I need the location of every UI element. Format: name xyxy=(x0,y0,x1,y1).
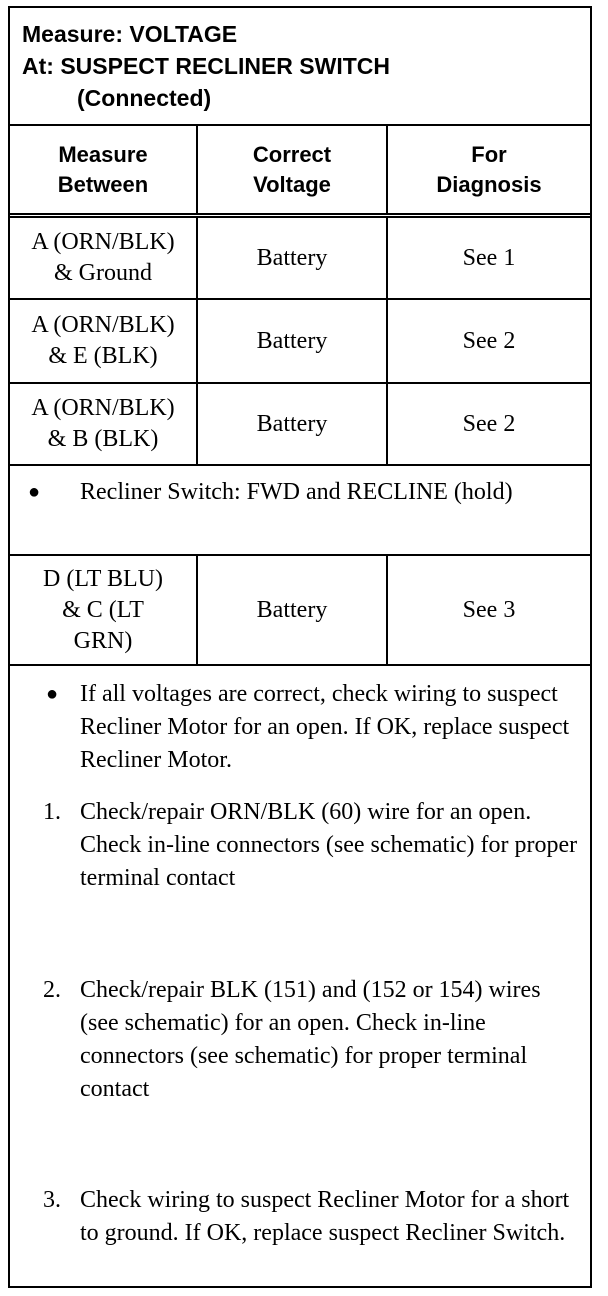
column-header-correct-voltage: Correct Voltage xyxy=(198,126,388,213)
table-row xyxy=(10,384,590,466)
diagnosis-cell: See 2 xyxy=(462,410,516,437)
diagnosis-cell: See 1 xyxy=(462,244,516,271)
correct-voltage-cell: Battery xyxy=(198,384,388,464)
switch-condition-text: Recliner Switch: FWD and RECLINE (hold) xyxy=(80,479,513,505)
measure-between-cell: A (ORN/BLK) & Ground xyxy=(10,218,198,298)
correct-voltage-cell: Battery xyxy=(198,300,388,382)
correct-voltage-cell: Battery xyxy=(198,218,388,298)
diagnosis-cell: See 3 xyxy=(462,596,516,623)
bullet-icon: ● xyxy=(45,683,59,705)
measure-between-cell: A (ORN/BLK) & E (BLK) xyxy=(10,300,198,382)
measure-between-cell: A (ORN/BLK) & B (BLK) xyxy=(10,384,198,464)
note-text: Check wiring to suspect Recliner Motor for a short to ground. If OK, replace suspect Recliner Switch. xyxy=(80,1187,570,1246)
table-row xyxy=(10,218,590,300)
measure-between-cell: D (LT BLU) & C (LT GRN) xyxy=(10,556,198,664)
table-row xyxy=(10,300,590,384)
measure-title: Measure: VOLTAGE xyxy=(22,21,238,47)
voltage-measurement-table xyxy=(8,6,592,1288)
note-number: 1. xyxy=(43,799,61,825)
column-header-for-diagnosis: For Diagnosis xyxy=(436,141,542,197)
switch-condition-note xyxy=(10,466,590,556)
general-note xyxy=(24,678,582,796)
note-text: Check/repair ORN/BLK (60) wire for an open. Check in-line connectors (see schematic) for proper terminal contact xyxy=(80,799,578,891)
note-text: Check/repair BLK (151) and (152 or 154) wires (see schematic) for an open. Check in-line connectors (see schematic) for proper terminal contact xyxy=(80,977,541,1102)
diagnosis-cell: See 2 xyxy=(462,327,516,354)
general-note-text: If all voltages are correct, check wiring to suspect Recliner Motor for an open. If OK, replace suspect Recliner Motor. xyxy=(80,681,570,773)
bullet-icon: ● xyxy=(28,481,41,503)
diagnosis-note-3 xyxy=(24,1184,582,1250)
column-headers xyxy=(10,126,590,218)
table-row xyxy=(10,556,590,666)
note-number: 2. xyxy=(43,977,61,1003)
correct-voltage-cell: Battery xyxy=(198,556,388,664)
connection-state: (Connected) xyxy=(77,85,212,111)
note-number: 3. xyxy=(43,1187,61,1213)
diagnosis-note-2 xyxy=(24,974,582,1184)
column-header-measure-between: Measure Between xyxy=(10,126,198,213)
diagnosis-notes xyxy=(10,666,590,1250)
table-header xyxy=(10,8,590,126)
location-title: At: SUSPECT RECLINER SWITCH xyxy=(22,53,390,79)
diagnosis-note-1 xyxy=(24,796,582,974)
